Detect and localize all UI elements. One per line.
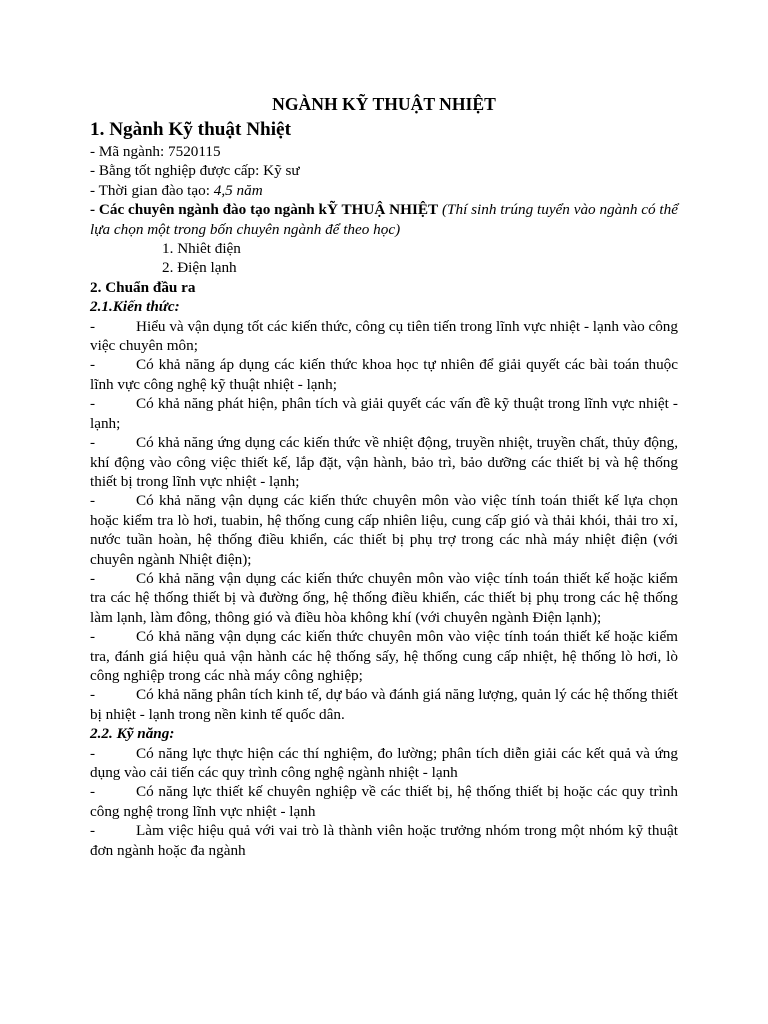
thoi-gian-value: 4,5 năm <box>213 181 263 199</box>
kien-thuc-item: - Có khả năng áp dụng các kiến thức khoa học tự nhiên để giải quyết các bài toán thuộc lĩnh vực công nghệ kỹ thuật nhiệt - lạnh; <box>90 356 678 393</box>
dash-marker: - <box>90 317 96 335</box>
chuyen-nganh-bold: - Các chuyên ngành đào tạo ngành kỸ THUẬ NHIỆT <box>90 201 439 219</box>
dash-marker: - <box>90 356 96 374</box>
bang-line: - Bằng tốt nghiệp được cấp: Kỹ sư <box>90 162 300 180</box>
dash-marker: - <box>90 628 96 646</box>
kien-thuc-item: - Có khả năng phân tích kinh tế, dự báo và đánh giá năng lượng, quản lý các hệ thống thiết bị nhiệt - lạnh trong nền kinh tế quốc dân. <box>90 686 679 723</box>
chuyen-nganh-paragraph <box>90 200 678 239</box>
document-title: NGÀNH KỸ THUẬT NHIỆT <box>272 94 496 114</box>
dash-marker: - <box>90 492 96 510</box>
section-heading-1: 1. Ngành Kỹ thuật Nhiệt <box>90 119 291 140</box>
kien-thuc-item: - Có khả năng phát hiện, phân tích và giải quyết các vấn đề kỹ thuật trong lĩnh vực nhiệt - lạnh; <box>90 395 678 432</box>
kien-thuc-heading: 2.1.Kiến thức: <box>90 298 180 316</box>
dash-marker: - <box>90 686 96 704</box>
dash-marker: - <box>90 744 96 762</box>
kien-thuc-item: - Có khả năng vận dụng các kiến thức chuyên môn vào việc tính toán thiết kế lựa chọn hoặc kiểm tra lò hơi, tuabin, hệ thống cung cấp nhiên liệu, cung cấp gió và thải khói, thải tro xỉ, nước tuần hoàn, hệ thống điều khiển, các thiết bị phụ trợ trong các nhà máy nhiệt điện (với chuyên ngành Nhiệt điện); <box>90 492 678 568</box>
chuyen-nganh-item-2: 2. Điện lạnh <box>162 259 237 277</box>
ky-nang-item: - Làm việc hiệu quả với vai trò là thành viên hoặc trưởng nhóm trong một nhóm kỹ thuật đơn ngành hoặc đa ngành <box>90 822 678 859</box>
dash-marker: - <box>90 434 96 452</box>
ma-nganh-line: - Mã ngành: 7520115 <box>90 143 221 160</box>
kien-thuc-list <box>90 317 678 725</box>
kien-thuc-item: - Có khả năng vận dụng các kiến thức chuyên môn vào việc tính toán thiết kế hoặc kiểm tra các hệ thống thiết bị và đường ống, hệ thống điều khiển, các thiết bị phụ trong các hệ thống làm lạnh, làm đông, thông gió và điều hòa không khí (với chuyên ngành Điện lạnh); <box>90 569 678 626</box>
thoi-gian-label: - Thời gian đào tạo: <box>90 181 214 199</box>
ky-nang-heading: 2.2. Kỹ năng: <box>90 725 175 743</box>
chuyen-nganh-item-1: 1. Nhiêt điện <box>162 240 241 258</box>
dash-marker: - <box>90 395 96 413</box>
chuyen-nganh-italic: (Thí sinh trúng tuyển vào ngành có thể lựa chọn một trong bốn chuyên ngành để theo học) <box>90 201 678 238</box>
section-heading-2: 2. Chuẩn đầu ra <box>90 278 196 296</box>
dash-marker: - <box>90 569 96 587</box>
thoi-gian-line <box>90 181 678 200</box>
ky-nang-item: - Có năng lực thực hiện các thí nghiệm, đo lường; phân tích diễn giải các kết quả và ứng dụng vào cải tiến các quy trình công nghệ ngành nhiệt - lạnh <box>90 744 678 781</box>
ky-nang-list <box>90 744 678 860</box>
ky-nang-item: - Có năng lực thiết kế chuyên nghiệp về các thiết bị, hệ thống thiết bị hoặc các quy trình công nghệ trong lĩnh vực nhiệt - lạnh <box>90 783 678 820</box>
kien-thuc-item: - Có khả năng ứng dụng các kiến thức về nhiệt động, truyền nhiệt, truyền chất, thủy động, khí động vào công việc thiết kế, lắp đặt, vận hành, bảo trì, bảo dưỡng các thiết bị và hệ thống thiết bị trong lĩnh vực nhiệt - lạnh; <box>90 434 678 490</box>
document-page <box>90 92 678 860</box>
dash-marker: - <box>90 783 96 801</box>
kien-thuc-item: - Hiểu và vận dụng tốt các kiến thức, công cụ tiên tiến trong lĩnh vực nhiệt - lạnh vào công việc chuyên môn; <box>90 317 678 355</box>
kien-thuc-item: - Có khả năng vận dụng các kiến thức chuyên môn vào việc tính toán thiết kế hoặc kiểm tra, đánh giá hiệu quả vận hành các hệ thống sấy, hệ thống cung cấp nhiệt, hệ thống lò hơi, lò công nghiệp trong các nhà máy công nghiệp; <box>90 628 678 684</box>
dash-marker: - <box>90 822 96 840</box>
